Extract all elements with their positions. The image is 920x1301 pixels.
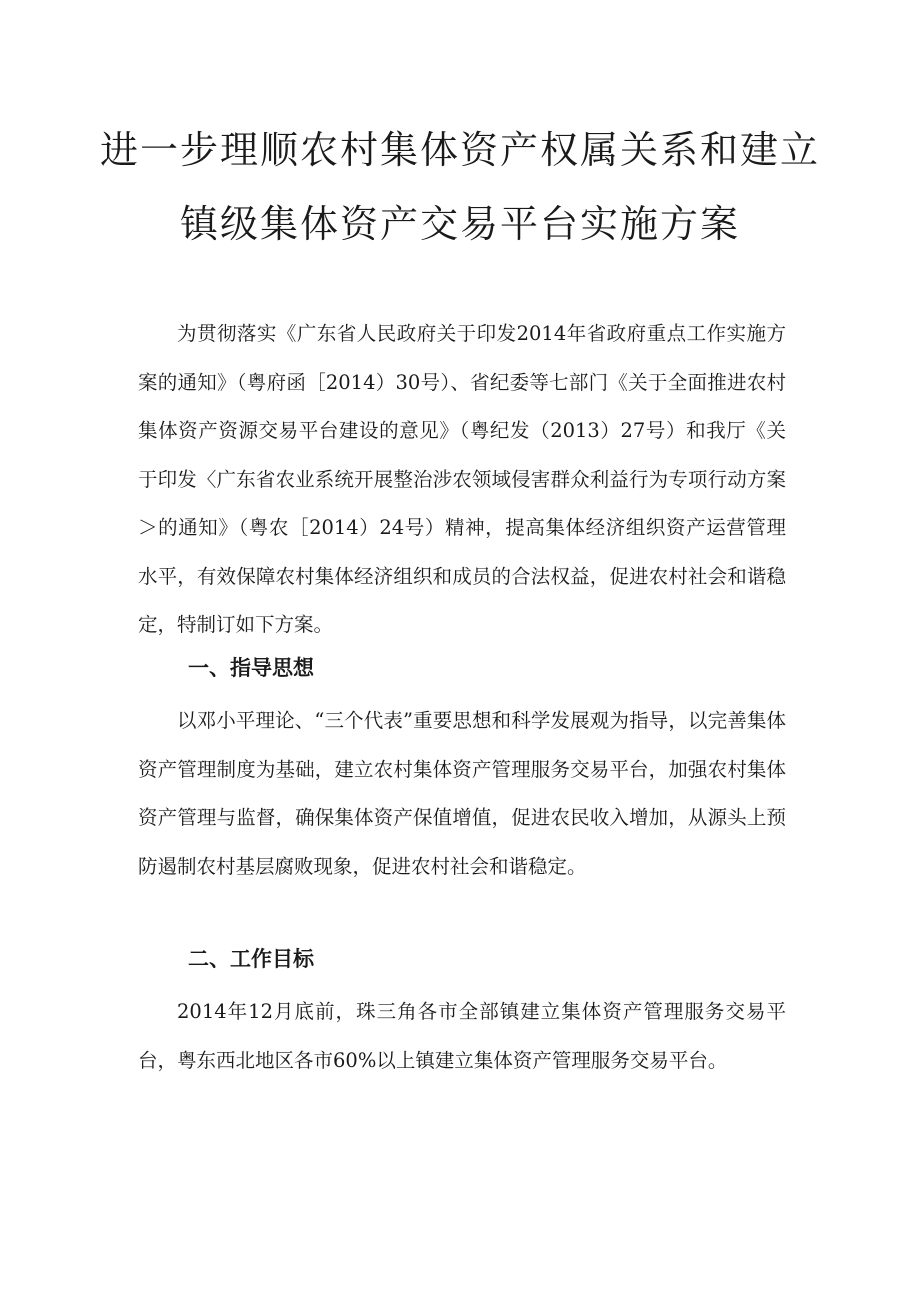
section-heading-work-goals: 二、工作目标 [188, 947, 314, 971]
section-body-guiding-ideology: 以邓小平理论、“三个代表”重要思想和科学发展观为指导，以完善集体资产管理制度为基础，建立农村集体资产管理服务交易平台，加强农村集体资产管理与监督，确保集体资产保值增值，促进农民收入增加，从源头上预防遏制农村基层腐败现象，促进农村社会和谐稳定。 [138, 709, 786, 878]
intro-paragraph: 为贯彻落实《广东省人民政府关于印发2014年省政府重点工作实施方案的通知》（粤府函［2014）30号）、省纪委等七部门《关于全面推进农村集体资产资源交易平台建设的意见》（粤纪发（2013）27号）和我厅《关于印发〈广东省农业系统开展整治涉农领域侵害群众利益行为专项行动方案＞的通知》（粤农［2014）24号）精神，提高集体经济组织资产运营管理水平，有效保障农村集体经济组织和成员的合法权益，促进农村社会和谐稳定，特制订如下方案。 [138, 322, 786, 636]
document-title-line-2: 镇级集体资产交易平台实施方案 [179, 202, 740, 246]
section-heading-guiding-ideology: 一、指导思想 [188, 656, 314, 680]
document-title-line-1: 进一步理顺农村集体资产权属关系和建立 [99, 128, 820, 172]
section-body-work-goals: 2014年12月底前，珠三角各市全部镇建立集体资产管理服务交易平台，粤东西北地区各市60%以上镇建立集体资产管理服务交易平台。 [138, 1000, 786, 1072]
